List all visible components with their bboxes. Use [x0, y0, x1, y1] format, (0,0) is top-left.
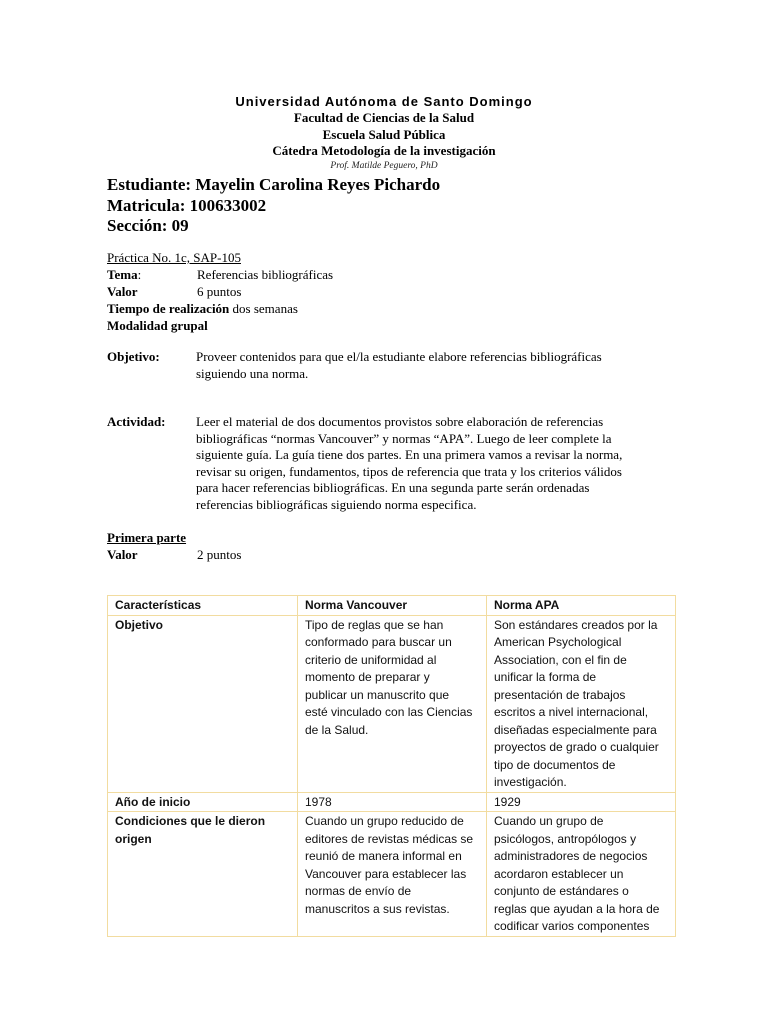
- cell-line: Objetivo: [115, 617, 164, 632]
- school-name: Escuela Salud Pública: [322, 126, 446, 142]
- actividad-line: Leer el material de dos documentos provistos sobre elaboración de referencias: [196, 414, 604, 429]
- cell-line: esté vinculado con las Ciencias: [305, 705, 473, 719]
- chair-name: Cátedra Metodología de la investigación: [272, 143, 496, 158]
- table-row: [108, 812, 676, 937]
- table-cell-apa: [487, 792, 676, 812]
- student-info: [107, 175, 440, 237]
- faculty-name: Facultad de Ciencias de la Salud: [293, 110, 475, 125]
- cell-line: diseñadas especialmente para: [494, 722, 657, 737]
- university-name: Universidad Autónoma de Santo Domingo: [235, 94, 533, 109]
- cell-line: Condiciones que le dieron: [115, 814, 266, 828]
- table-cell-apa: [487, 615, 676, 792]
- professor-name: Prof. Matilde Peguero, PhD: [330, 160, 438, 171]
- cell-line: acordaron establecer un: [494, 866, 624, 881]
- actividad-text: [196, 414, 667, 513]
- tema-value: Referencias bibliográficas: [197, 267, 334, 282]
- practice-info: [107, 249, 667, 334]
- table-cell-vancouver: [298, 812, 487, 937]
- cell-line: investigación.: [494, 775, 567, 789]
- table-cell-apa: [487, 812, 676, 937]
- cell-line: Año de inicio: [115, 794, 191, 809]
- objetivo-label: Objetivo:: [107, 349, 160, 364]
- objetivo-line: Proveer contenidos para que el/la estudiante elabore referencias bibliográficas: [196, 349, 602, 364]
- cell-line: Son estándares creados por la: [494, 617, 658, 632]
- cell-line: escritos a nivel internacional,: [494, 705, 649, 719]
- cell-line: administradores de negocios: [494, 849, 648, 863]
- primera-parte-section: [107, 529, 667, 563]
- objetivo-text: [196, 349, 667, 382]
- cell-line: conjunto de estándares o: [494, 884, 629, 898]
- primera-valor-label: Valor: [107, 547, 138, 562]
- cell-line: editores de revistas médicas se: [305, 831, 474, 846]
- cell-line: tipo de documentos de: [494, 757, 616, 772]
- actividad-line: bibliográficas “normas Vancouver” y normas “APA”. Luego de leer complete la: [196, 430, 612, 446]
- table-cell-label: [108, 615, 298, 792]
- actividad-section: [107, 414, 667, 513]
- cell-line: publicar un manuscrito que: [305, 687, 450, 702]
- table-cell-vancouver: [298, 792, 487, 812]
- cell-line: reunió de manera informal en: [305, 849, 462, 863]
- actividad-label: Actividad:: [107, 414, 166, 429]
- actividad-line: siguiente guía. La guía tiene dos partes. En una primera vamos a revisar la norma,: [196, 447, 623, 462]
- valor-label: Valor: [107, 284, 138, 299]
- cell-line: Tipo de reglas que se han: [305, 617, 444, 632]
- cell-line: proyectos de grado o cualquier: [494, 740, 659, 754]
- actividad-line: revisar su origen, fundamentos, tipos de referencia que trata y los criterios válidos: [196, 463, 622, 479]
- cell-line: Association, con el fin de: [494, 652, 627, 667]
- cell-line: American Psychological: [494, 635, 622, 649]
- actividad-line: referencias bibliográficas siguiendo norma especifica.: [196, 496, 477, 512]
- student-section: Sección: 09: [107, 216, 189, 235]
- document-header: [0, 93, 768, 172]
- tiempo-value: dos semanas: [229, 301, 298, 316]
- table-row: [108, 792, 676, 812]
- table-header-row: [108, 596, 676, 616]
- valor-value: 6 puntos: [197, 284, 242, 299]
- cell-line: momento de preparar y: [305, 670, 430, 684]
- table-cell-label: [108, 792, 298, 812]
- cell-line: unificar la forma de: [494, 670, 597, 684]
- table-row: [108, 615, 676, 792]
- cell-line: 1978: [305, 794, 332, 809]
- cell-line: codificar varios componentes: [494, 919, 650, 933]
- cell-line: psicólogos, antropólogos y: [494, 831, 637, 846]
- objetivo-line: siguiendo una norma.: [196, 365, 309, 381]
- practice-title: Práctica No. 1c, SAP-105: [107, 250, 241, 265]
- student-id: Matricula: 100633002: [107, 195, 267, 215]
- student-name: Estudiante: Mayelin Carolina Reyes Pichardo: [107, 175, 441, 194]
- cell-line: 1929: [494, 794, 521, 809]
- cell-line: normas de envío de: [305, 884, 412, 898]
- primera-parte-title: Primera parte: [107, 530, 187, 545]
- comparison-table: [107, 595, 676, 937]
- cell-line: criterio de uniformidad al: [305, 652, 437, 667]
- cell-line: reglas que ayudan a la hora de: [494, 901, 660, 916]
- table-header-cell: Características: [108, 596, 298, 616]
- cell-line: Cuando un grupo de: [494, 814, 604, 828]
- tema-colon: :: [137, 267, 142, 282]
- table-cell-vancouver: [298, 615, 487, 792]
- cell-line: Vancouver para establecer las: [305, 866, 467, 881]
- cell-line: presentación de trabajos: [494, 687, 626, 702]
- modalidad-label: Modalidad grupal: [107, 318, 208, 333]
- table-header-cell: Norma APA: [487, 596, 676, 616]
- table-cell-label: [108, 812, 298, 937]
- table-header-cell: Norma Vancouver: [298, 596, 487, 616]
- cell-line: de la Salud.: [305, 722, 369, 737]
- objetivo-section: [107, 349, 667, 382]
- cell-line: Cuando un grupo reducido de: [305, 814, 464, 828]
- tema-label: Tema: [107, 267, 138, 282]
- cell-line: origen: [115, 831, 152, 846]
- cell-line: manuscritos a sus revistas.: [305, 901, 450, 916]
- primera-valor-value: 2 puntos: [197, 547, 242, 562]
- tiempo-label: Tiempo de realización: [107, 301, 230, 316]
- actividad-line: para hacer referencias bibliográficas. En una segunda parte serán ordenadas: [196, 480, 590, 495]
- cell-line: conformado para buscar un: [305, 635, 452, 649]
